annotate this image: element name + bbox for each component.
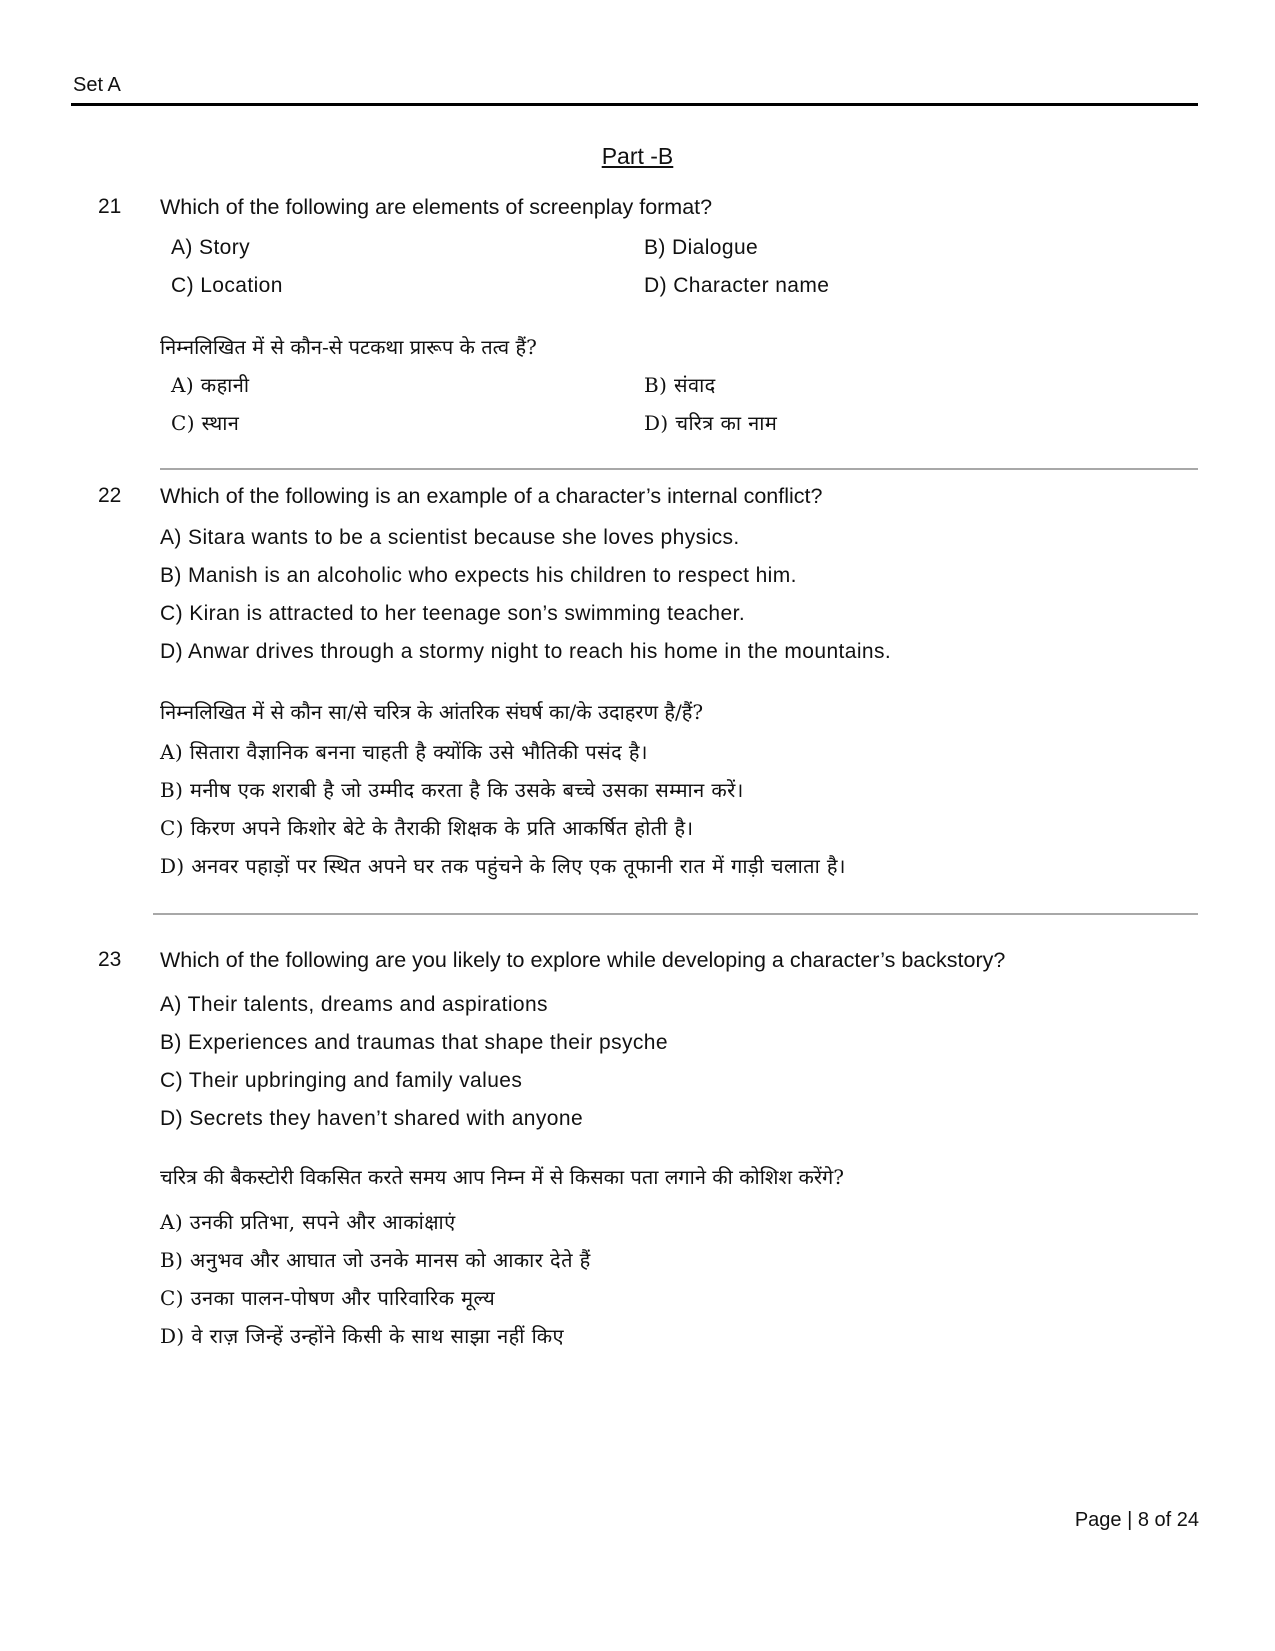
option-d-en: D) Anwar drives through a stormy night to reach his home in the mountains.: [160, 640, 892, 663]
option-b-en: B) Dialogue: [644, 236, 759, 259]
question-text-en: Which of the following is an example of a character’s internal conflict?: [160, 484, 823, 508]
part-title: Part -B: [601, 143, 674, 169]
option-a-en: A) Story: [171, 236, 251, 259]
option-d-en: D) Character name: [644, 274, 830, 297]
option-c-en: C) Their upbringing and family values: [160, 1069, 523, 1092]
option-b-hi: B) संवाद: [644, 373, 716, 397]
option-c-en: C) Kiran is attracted to her teenage son’s swimming teacher.: [160, 602, 746, 625]
option-b-hi: B) अनुभव और आघात जो उनके मानस को आकार देते हैं: [160, 1248, 591, 1272]
option-a-hi: A) कहानी: [171, 373, 250, 397]
question-text-en: Which of the following are elements of screenplay format?: [160, 195, 713, 219]
option-b-en: B) Manish is an alcoholic who expects his children to respect him.: [160, 564, 797, 587]
option-c-hi: C) किरण अपने किशोर बेटे के तैराकी शिक्षक के प्रति आकर्षित होती है।: [160, 816, 694, 840]
option-c-en: C) Location: [171, 274, 283, 297]
option-c-hi: C) स्थान: [171, 411, 240, 435]
question-divider: [153, 913, 1198, 915]
question-divider: [160, 468, 1198, 470]
question-text-hi: निम्नलिखित में से कौन-से पटकथा प्रारूप के तत्व हैं?: [160, 335, 537, 359]
option-d-en: D) Secrets they haven’t shared with anyone: [160, 1107, 584, 1130]
question-text-hi: चरित्र की बैकस्टोरी विकसित करते समय आप निम्न में से किसका पता लगाने की कोशिश करेंगे?: [160, 1165, 844, 1189]
option-b-en: B) Experiences and traumas that shape their psyche: [160, 1031, 668, 1054]
option-c-hi: C) उनका पालन-पोषण और पारिवारिक मूल्य: [160, 1286, 496, 1310]
option-d-hi: D) चरित्र का नाम: [644, 411, 778, 435]
option-d-hi: D) वे राज़ जिन्हें उन्होंने किसी के साथ साझा नहीं किए: [160, 1324, 564, 1348]
option-d-hi: D) अनवर पहाड़ों पर स्थित अपने घर तक पहुंचने के लिए एक तूफानी रात में गाड़ी चलाता है।: [160, 854, 846, 878]
question-number: 22: [98, 484, 122, 507]
question-number: 23: [98, 948, 122, 971]
option-a-en: A) Sitara wants to be a scientist because she loves physics.: [160, 526, 740, 549]
header-rule: [71, 103, 1198, 106]
question-text-en: Which of the following are you likely to explore while developing a character’s backstory?: [160, 948, 1006, 972]
page-number: Page | 8 of 24: [1074, 1509, 1199, 1531]
question-number: 21: [98, 195, 122, 218]
set-label: Set A: [73, 74, 121, 96]
option-a-hi: A) सितारा वैज्ञानिक बनना चाहती है क्योंकि उसे भौतिकी पसंद है।: [160, 740, 648, 764]
option-b-hi: B) मनीष एक शराबी है जो उम्मीद करता है कि उसके बच्चे उसका सम्मान करें।: [160, 778, 744, 802]
option-a-en: A) Their talents, dreams and aspirations: [160, 993, 548, 1016]
question-text-hi: निम्नलिखित में से कौन सा/से चरित्र के आंतरिक संघर्ष का/के उदाहरण है/हैं?: [160, 700, 704, 724]
option-a-hi: A) उनकी प्रतिभा, सपने और आकांक्षाएं: [160, 1210, 456, 1234]
